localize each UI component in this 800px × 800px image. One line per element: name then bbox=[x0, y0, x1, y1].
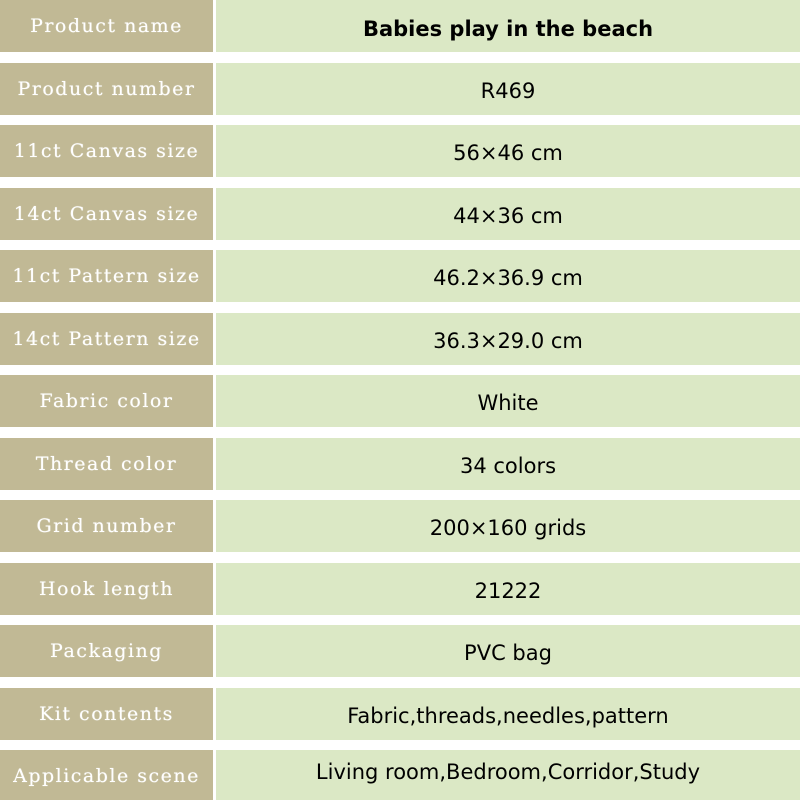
spec-value: 46.2×36.9 cm bbox=[216, 250, 800, 302]
spec-row-11ct-canvas-size bbox=[0, 125, 800, 177]
spec-value: Fabric,threads,needles,pattern bbox=[216, 688, 800, 740]
spec-label: Product number bbox=[0, 63, 213, 115]
spec-label: Kit contents bbox=[0, 688, 213, 740]
spec-row-product-number bbox=[0, 63, 800, 115]
spec-row-hook-length bbox=[0, 563, 800, 615]
spec-row-packaging bbox=[0, 625, 800, 677]
spec-label: Grid number bbox=[0, 500, 213, 552]
spec-row-fabric-color bbox=[0, 375, 800, 427]
spec-value: 21222 bbox=[216, 563, 800, 615]
spec-row-14ct-canvas-size bbox=[0, 188, 800, 240]
spec-label: Applicable scene bbox=[0, 750, 213, 800]
spec-row-thread-color bbox=[0, 438, 800, 490]
spec-value: Babies play in the beach bbox=[216, 0, 800, 52]
spec-value: PVC bag bbox=[216, 625, 800, 677]
spec-value: Living room,Bedroom,Corridor,Study bbox=[216, 750, 800, 800]
spec-value: 36.3×29.0 cm bbox=[216, 313, 800, 365]
spec-row-grid-number bbox=[0, 500, 800, 552]
spec-value: R469 bbox=[216, 63, 800, 115]
spec-value: 200×160 grids bbox=[216, 500, 800, 552]
spec-row-14ct-pattern-size bbox=[0, 313, 800, 365]
spec-value: 56×46 cm bbox=[216, 125, 800, 177]
spec-label: Fabric color bbox=[0, 375, 213, 427]
spec-row-applicable-scene bbox=[0, 750, 800, 800]
spec-label: 14ct Canvas size bbox=[0, 188, 213, 240]
spec-value: White bbox=[216, 375, 800, 427]
spec-value: 34 colors bbox=[216, 438, 800, 490]
spec-label: 14ct Pattern size bbox=[0, 313, 213, 365]
spec-row-kit-contents bbox=[0, 688, 800, 740]
spec-label: Thread color bbox=[0, 438, 213, 490]
spec-value: 44×36 cm bbox=[216, 188, 800, 240]
spec-row-11ct-pattern-size bbox=[0, 250, 800, 302]
spec-label: Hook length bbox=[0, 563, 213, 615]
spec-label: 11ct Pattern size bbox=[0, 250, 213, 302]
spec-row-product-name bbox=[0, 0, 800, 52]
spec-label: Product name bbox=[0, 0, 213, 52]
spec-label: 11ct Canvas size bbox=[0, 125, 213, 177]
spec-label: Packaging bbox=[0, 625, 213, 677]
